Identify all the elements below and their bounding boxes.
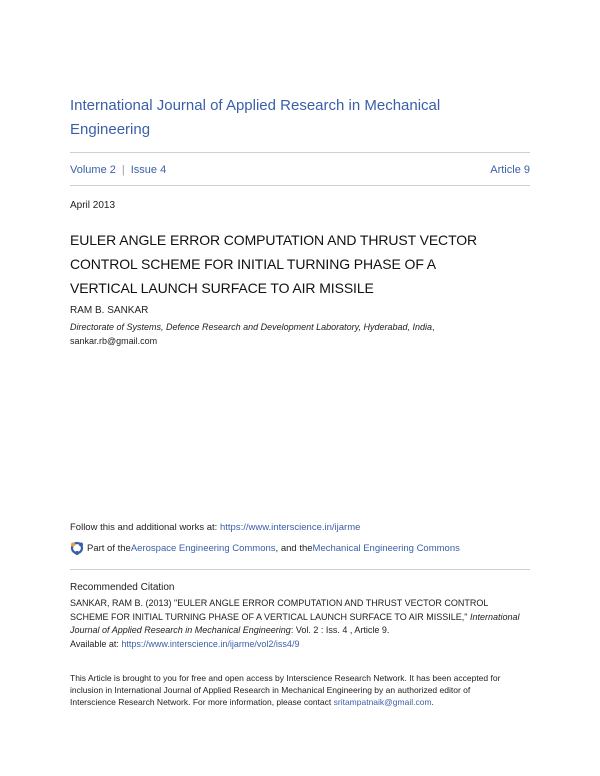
author-affiliation: Directorate of Systems, Defence Research and Development Laboratory, Hyderabad, India [70,322,433,332]
issue-link[interactable]: Issue 4 [130,164,167,176]
citation-divider [70,569,530,570]
network-icon [70,541,84,555]
contact-email-link[interactable]: sritampatnaik@gmail.com [333,697,432,707]
article-title-line3: VERTICAL LAUNCH SURFACE TO AIR MISSILE [70,280,374,296]
author-email: sankar.rb@gmail.com [70,336,158,346]
journal-title[interactable] [70,94,510,142]
publication-date: April 2013 [70,200,116,211]
notice-line1: This Article is brought to you for free and open access by Interscience Research Network. It has been accepted for [70,673,501,683]
follow-line [70,522,360,533]
citation-line1: SANKAR, RAM B. (2013) "EULER ANGLE ERROR COMPUTATION AND THRUST VECTOR CONTROL [70,598,489,608]
article-title [70,228,530,300]
mechanical-commons-link[interactable]: Mechanical Engineering Commons [312,542,460,554]
author-affiliation-block [70,320,530,348]
access-notice [70,672,532,708]
issue-divider [70,185,530,186]
article-title-line2: CONTROL SCHEME FOR INITIAL TURNING PHASE OF A [70,256,437,272]
citation-line3-plain: : Vol. 2 : Iss. 4 , Article 9. [290,625,390,635]
article-link[interactable]: Article 9 [490,164,530,176]
issue-row [70,162,530,178]
top-divider [70,152,530,153]
aerospace-commons-link[interactable]: Aerospace Engineering Commons [130,542,276,554]
part-of-middle: , and the [275,542,313,554]
author-name: RAM B. SANKAR [70,305,149,316]
notice-line3-suffix: . [431,697,434,707]
citation-text [70,597,532,651]
recommended-citation-heading: Recommended Citation [70,582,175,593]
part-of-line [70,541,460,555]
article-title-line1: EULER ANGLE ERROR COMPUTATION AND THRUST VECTOR [70,232,478,248]
available-prefix: Available at: [70,638,122,649]
affiliation-suffix: , [432,322,435,332]
citation-line2-plain: SCHEME FOR INITIAL TURNING PHASE OF A VERTICAL LAUNCH SURFACE TO AIR MISSILE," [70,611,470,622]
issue-separator: | [121,164,125,176]
part-of-prefix: Part of the [87,542,131,554]
notice-line2: inclusion in International Journal of Applied Research in Mechanical Engineering by an authorized editor of [70,685,471,695]
citation-line2-italic: International [469,611,520,622]
journal-title-line1[interactable]: International Journal of Applied Research in Mechanical [70,97,441,114]
follow-prefix: Follow this and additional works at: [70,522,220,533]
notice-line3-prefix: Interscience Research Network. For more information, please contact [70,697,334,707]
journal-title-line2[interactable]: Engineering [70,121,151,138]
volume-link[interactable]: Volume 2 [70,164,116,176]
follow-link[interactable]: https://www.interscience.in/ijarme [219,522,361,533]
available-link[interactable]: https://www.interscience.in/ijarme/vol2/iss4/9 [121,638,300,649]
citation-line3-italic: Journal of Applied Research in Mechanical Engineering [70,625,291,635]
